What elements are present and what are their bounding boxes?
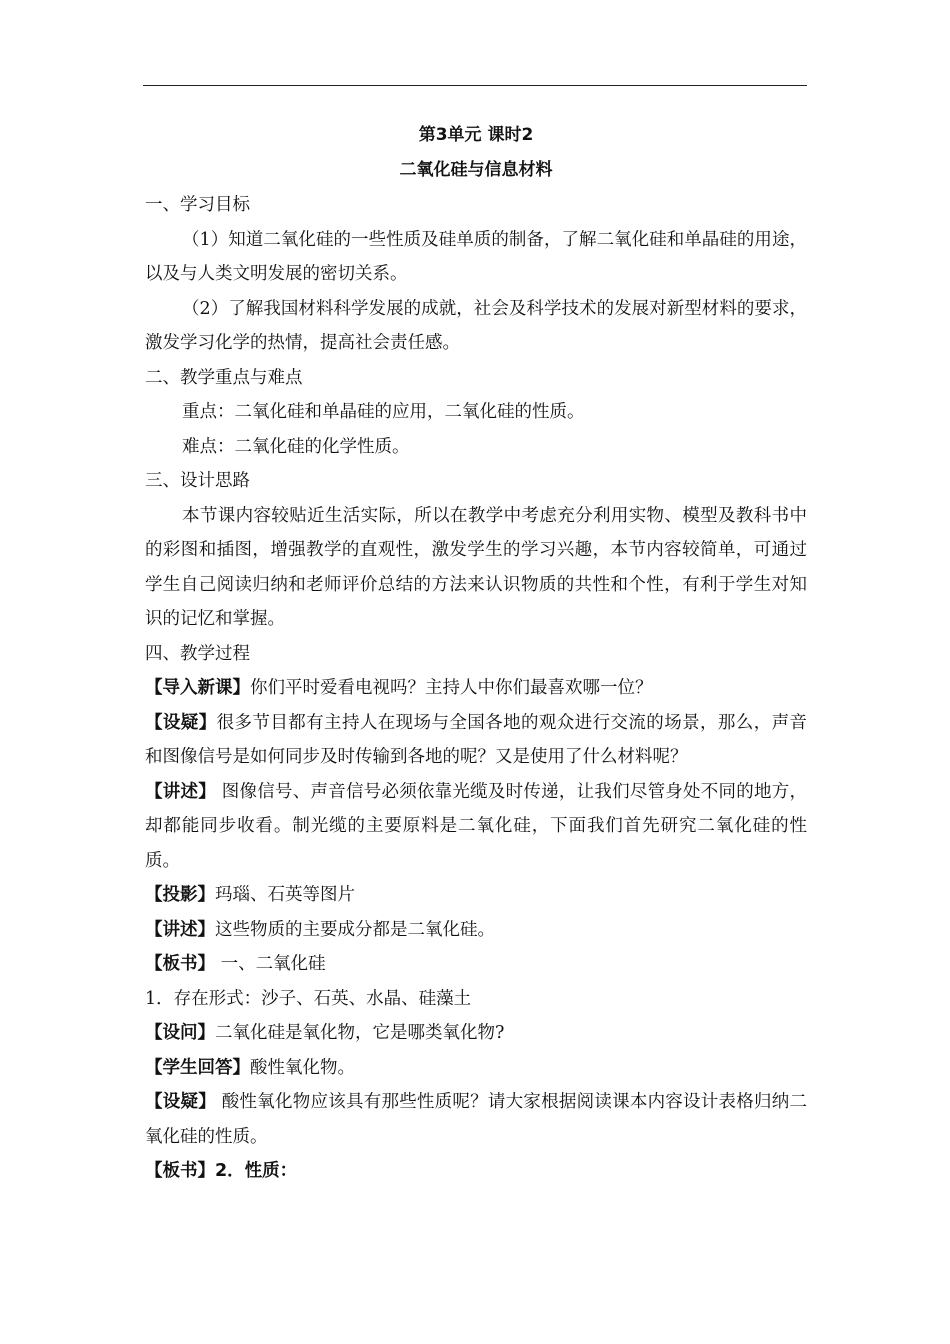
step-tag: 【设疑】 (145, 1092, 216, 1112)
existence-form: 1．存在形式：沙子、石英、水晶、硅藻土 (145, 988, 472, 1009)
step-tag: 【板书】 (145, 1161, 215, 1181)
goal-paragraph-2: （2）了解我国材料科学发展的成就，社会及科学技术的发展对新型材料的要求，激发学习化学的热情，提高社会责任感。 (145, 298, 807, 353)
step-tag: 【设问】 (145, 1023, 215, 1043)
section-heading-process: 四、教学过程 (145, 643, 250, 664)
unit-title: 第3单元 课时2 (418, 125, 534, 145)
process-step (145, 671, 807, 706)
difficulty-point: 难点：二氧化硅的化学性质。 (182, 436, 410, 457)
key-point: 重点：二氧化硅和单晶硅的应用，二氧化硅的性质。 (182, 402, 585, 422)
step-tag: 【学生回答】 (145, 1057, 250, 1078)
process-step (145, 1051, 807, 1086)
process-step (145, 1085, 807, 1154)
process-step (145, 775, 807, 879)
process-step (145, 878, 807, 913)
step-tag: 【讲述】 (145, 781, 216, 802)
step-tag: 【设疑】 (145, 712, 217, 733)
process-step (145, 913, 807, 948)
step-text: 酸性氧化物应该具有那些性质呢？请大家根据阅读课本内容设计表格归纳二氧化硅的性质。 (145, 1092, 808, 1147)
step-tag: 【讲述】 (145, 919, 215, 940)
step-tag: 【投影】 (145, 885, 215, 905)
goal-paragraph-1: （1）知道二氧化硅的一些性质及硅单质的制备，了解二氧化硅和单晶硅的用途，以及与人类文明发展的密切关系。 (145, 229, 807, 284)
step-text: 一、二氧化硅 (215, 954, 326, 974)
step-text: 酸性氧化物。 (250, 1057, 355, 1078)
step-text: 玛瑙、石英等图片 (215, 885, 355, 905)
process-step (145, 706, 807, 775)
document-body (145, 118, 807, 1189)
step-tag: 【导入新课】 (145, 678, 250, 698)
process-step (145, 1016, 807, 1051)
section-heading-design: 三、设计思路 (145, 471, 250, 491)
section-heading-goals: 一、学习目标 (145, 195, 250, 215)
lesson-title: 二氧化硅与信息材料 (399, 160, 553, 180)
process-step (145, 1154, 807, 1189)
step-text: 这些物质的主要成分都是二氧化硅。 (215, 919, 495, 940)
step-text: 很多节目都有主持人在现场与全国各地的观众进行交流的场景，那么，声音和图像信号是如何同步及时传输到各地的呢？又是使用了什么材料呢？ (145, 712, 808, 767)
design-paragraph: 本节课内容较贴近生活实际，所以在教学中考虑充分利用实物、模型及教科书中的彩图和插图，增强教学的直观性，激发学生的学习兴趣，本节内容较简单，可通过学生自己阅读归纳和老师评价总结的方法来认识物质的共性和个性，有利于学生对知识的记忆和掌握。 (145, 505, 807, 629)
step-text: 图像信号、声音信号必须依靠光缆及时传递，让我们尽管身处不同的地方，却都能同步收看。制光缆的主要原料是二氧化硅，下面我们首先研究二氧化硅的性质。 (145, 781, 808, 871)
section-heading-key-points: 二、教学重点与难点 (145, 367, 303, 388)
step-text: 二氧化硅是氧化物，它是哪类氧化物? (215, 1023, 505, 1043)
header-rule (143, 85, 807, 86)
step-text: 2．性质： (215, 1161, 298, 1181)
process-step (145, 947, 807, 982)
step-tag: 【板书】 (145, 954, 215, 974)
step-text: 你们平时爱看电视吗？主持人中你们最喜欢哪一位？ (250, 678, 653, 698)
